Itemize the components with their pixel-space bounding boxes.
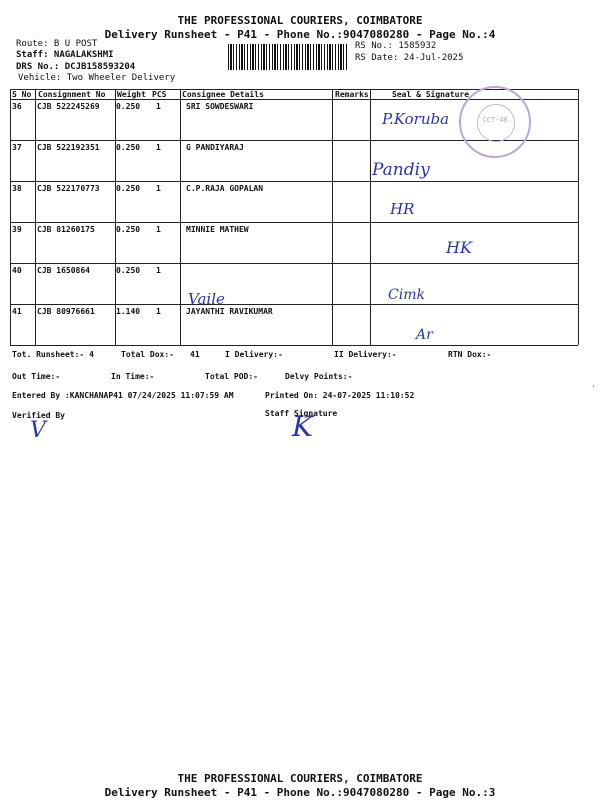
row-consignment: CJB 522192351 [37, 143, 100, 152]
row-weight: 0.250 [116, 184, 141, 193]
header-seal: Seal & Signature [392, 90, 470, 99]
total-dox-value: 41 [190, 350, 200, 359]
row-weight: 0.250 [116, 143, 141, 152]
row-pcs: 1 [156, 266, 161, 275]
header-consignee: Consignee Details [182, 90, 264, 99]
row-pcs: 1 [156, 102, 161, 111]
company-seal-stamp [459, 86, 531, 158]
total-dox-label: Total Dox:- [121, 350, 174, 359]
signature-row-38: HR [390, 200, 415, 218]
verified-signature-mark: V [30, 418, 46, 443]
next-page-subtitle: Delivery Runsheet - P41 - Phone No.:9047080280 - Page No.:3 [104, 786, 496, 799]
row-consignee: SRI SOWDESWARI [186, 102, 254, 111]
row-consignee: MINNIE MATHEW [186, 225, 249, 234]
ii-delivery: II Delivery:- [334, 350, 397, 359]
header-pcs: PCS [152, 90, 167, 99]
row-weight: 0.250 [116, 225, 141, 234]
row-sno: 38 [12, 184, 22, 193]
runsheet-subtitle: Delivery Runsheet - P41 - Phone No.:9047080280 - Page No.:4 [104, 28, 496, 41]
row-consignment: CJB 1650864 [37, 266, 90, 275]
stamp-text: CCT-48 [482, 116, 508, 124]
header-consignment: Consignment No [38, 90, 106, 99]
row-pcs: 1 [156, 184, 161, 193]
rs-date: RS Date: 24-Jul-2025 [355, 53, 464, 63]
row-weight: 0.250 [116, 266, 141, 275]
row-weight: 1.140 [116, 307, 141, 316]
row-sno: 41 [12, 307, 22, 316]
row-consignment: CJB 81260175 [37, 225, 95, 234]
company-name: THE PROFESSIONAL COURIERS, COIMBATORE [177, 14, 423, 27]
next-page-company: THE PROFESSIONAL COURIERS, COIMBATORE [177, 772, 423, 785]
staff-signature-mark: K [292, 410, 313, 443]
signature-row-40-remark: Vaile [188, 290, 225, 308]
row-consignment: CJB 80976661 [37, 307, 95, 316]
row-consignment: CJB 522245269 [37, 102, 100, 111]
rs-number: RS No.: 1585932 [355, 41, 437, 51]
row-sno: 36 [12, 102, 22, 111]
total-pod: Total POD:- [205, 372, 258, 381]
row-consignee: C.P.RAJA GOPALAN [186, 184, 264, 193]
staff-signature-label: Staff Signature [265, 409, 338, 418]
header-weight: Weight [117, 90, 146, 99]
header-remarks: Remarks [335, 90, 369, 99]
signature-row-40: Cimk [388, 287, 425, 303]
entered-by: Entered By :KANCHANAP41 07/24/2025 11:07:59 AM [12, 391, 234, 400]
rtn-dox: RTN Dox:- [448, 350, 492, 359]
i-delivery: I Delivery:- [225, 350, 283, 359]
table-row [10, 223, 578, 264]
signature-row-36: P.Koruba [382, 110, 450, 128]
row-consignee: JAYANTHI RAVIKUMAR [186, 307, 273, 316]
row-sno: 39 [12, 225, 22, 234]
row-consignee: G PANDIYARAJ [186, 143, 244, 152]
row-pcs: 1 [156, 143, 161, 152]
row-pcs: 1 [156, 225, 161, 234]
header-sno: S No [12, 90, 32, 99]
staff-label: Staff: NAGALAKSHMI [16, 50, 114, 60]
printed-on: Printed On: 24-07-2025 11:10:52 [265, 391, 415, 400]
row-weight: 0.250 [116, 102, 141, 111]
row-consignment: CJB 522170773 [37, 184, 100, 193]
table-row [10, 305, 578, 346]
signature-row-39: HK [446, 238, 472, 257]
delvy-points: Delvy Points:- [285, 372, 353, 381]
table-row [10, 182, 578, 223]
row-sno: 40 [12, 266, 22, 275]
signature-row-37: Pandiy [372, 160, 430, 180]
route-label: Route: B U POST [16, 39, 98, 49]
in-time: In Time:- [111, 372, 155, 381]
signature-row-41: Ar [416, 327, 433, 343]
row-pcs: 1 [156, 307, 161, 316]
tot-runsheet: Tot. Runsheet:- 4 [12, 350, 94, 359]
vehicle-label: Vehicle: Two Wheeler Delivery [18, 73, 176, 83]
row-sno: 37 [12, 143, 22, 152]
drs-number: DRS No.: DCJB158593204 [16, 62, 136, 72]
table-row [10, 264, 578, 305]
out-time: Out Time:- [12, 372, 61, 381]
barcode [228, 44, 348, 70]
verified-by: Verified By [12, 411, 65, 420]
